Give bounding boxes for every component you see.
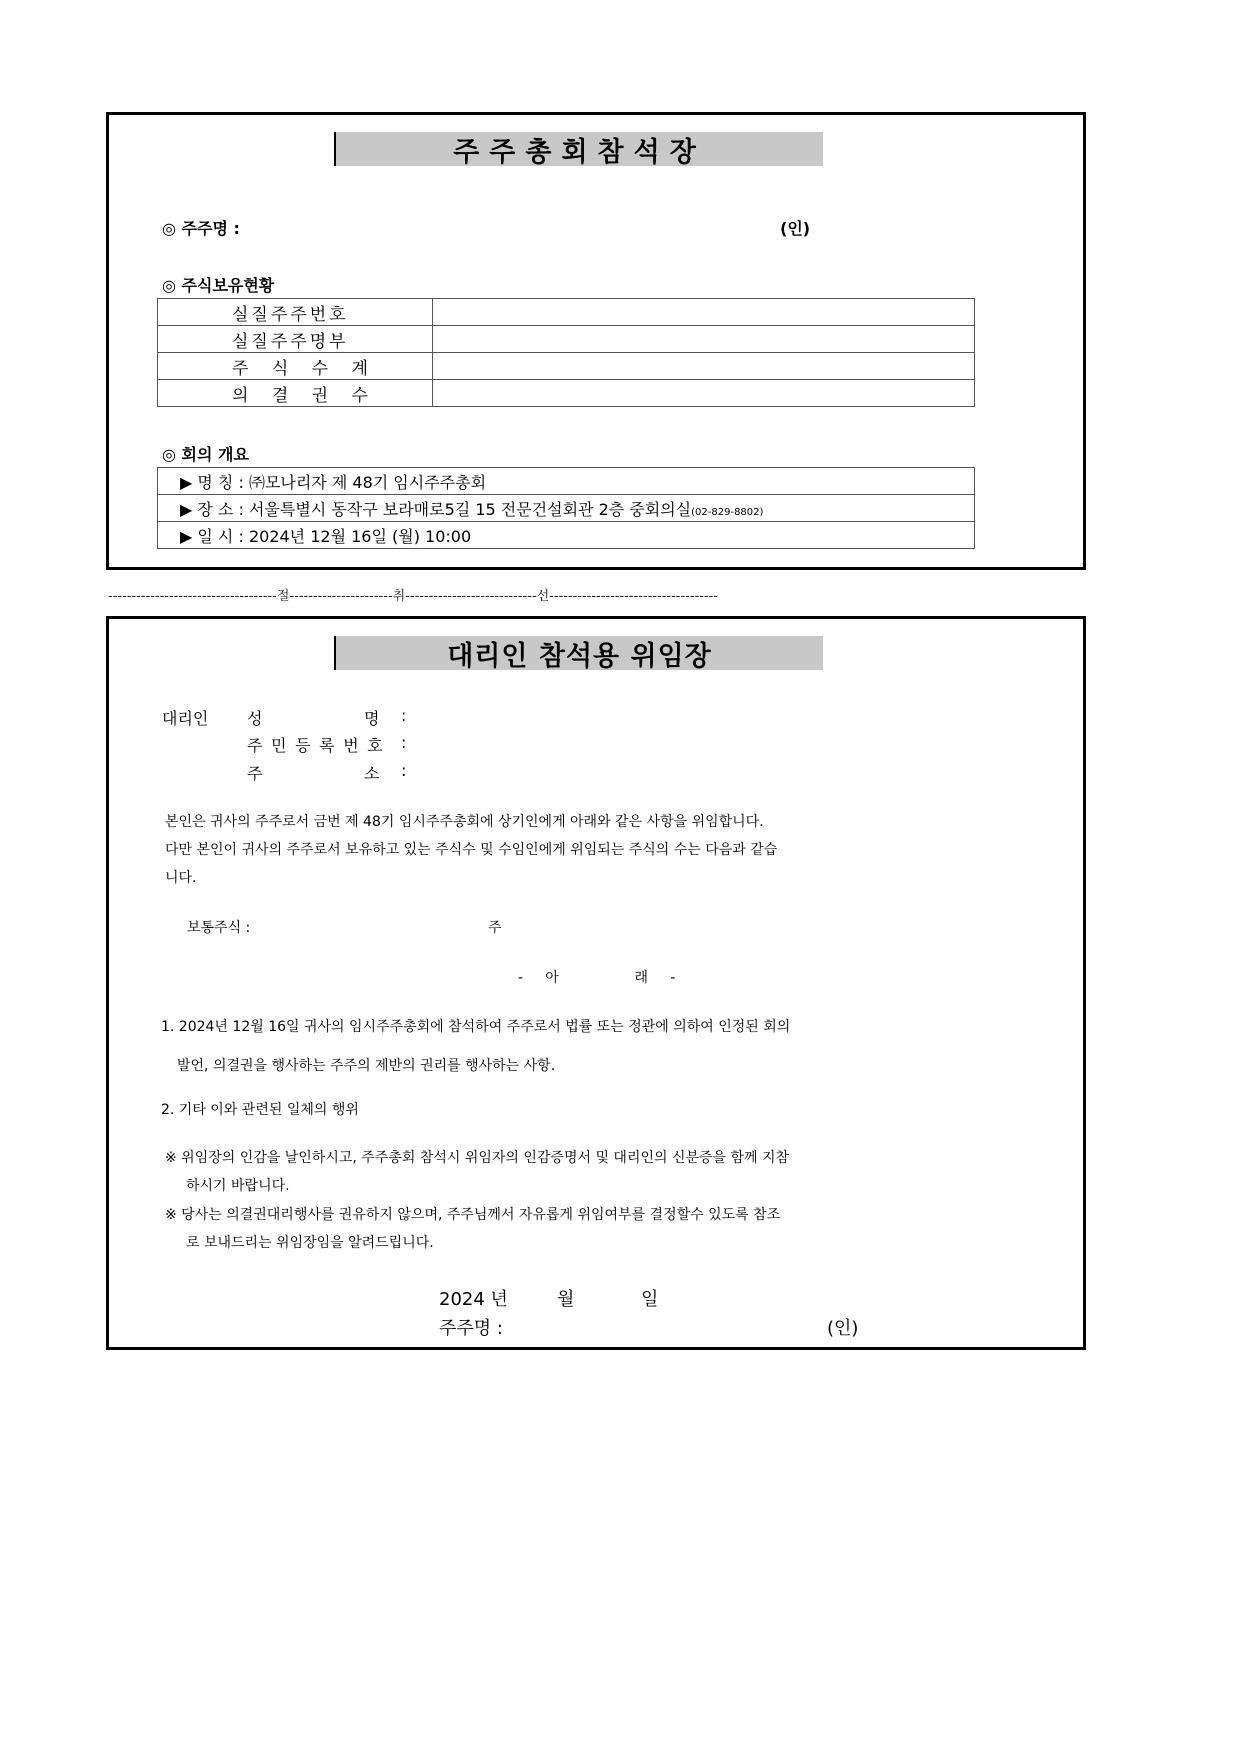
agent-name-label: 성 xyxy=(247,709,263,728)
cut-char: 절 xyxy=(276,589,290,604)
holdings-table xyxy=(157,298,975,407)
agent-address-colon: : xyxy=(401,761,407,780)
table-row xyxy=(158,495,975,522)
note-2-line-1: ※ 당사는 의결권대리행사를 권유하지 않으며, 주주님께서 자유롭게 위임여부를 결정할수 있도록 참조 xyxy=(165,1207,781,1223)
meeting-date: ▶ 일 시 : 2024년 12월 16일 (월) 10:00 xyxy=(180,526,472,546)
holdings-heading: ◎ 주식보유현황 xyxy=(162,276,275,295)
holdings-value xyxy=(433,326,975,353)
common-stock-label: 보통주식 : xyxy=(187,920,251,936)
item-1-line-2: 발언, 의결권을 행사하는 주주의 제반의 권리를 행사하는 사항. xyxy=(177,1058,556,1074)
cut-line xyxy=(108,585,888,604)
meeting-name: ▶ 명 칭 : ㈜모나리자 제 48기 임시주주총회 xyxy=(180,472,487,492)
note-2-line-2: 로 보내드리는 위임장임을 알려드립니다. xyxy=(186,1235,434,1251)
table-row xyxy=(158,353,975,380)
meeting-place: ▶ 장 소 : 서울특별시 동작구 보라매로5길 15 전문건설회관 2층 중회의실 xyxy=(180,499,692,519)
holdings-value xyxy=(433,299,975,326)
table-row xyxy=(158,380,975,407)
meeting-phone: (02-829-8802) xyxy=(691,506,764,518)
table-row xyxy=(158,326,975,353)
table-row xyxy=(158,522,975,549)
holdings-label: 실질주주명부 xyxy=(158,326,433,353)
sign-month: 월 xyxy=(557,1289,575,1310)
agent-address-label-2: 소 xyxy=(364,764,380,783)
cut-dashes: ------------------------------------ xyxy=(549,589,718,604)
cut-dashes: ------------------------------------ xyxy=(108,589,277,604)
agent-address-label: 주 xyxy=(247,764,263,783)
cut-char: 취 xyxy=(392,589,406,604)
body-line: 본인은 귀사의 주주로서 금번 제 48기 임시주주총회에 상기인에게 아래와 같은 사항을 위임합니다. xyxy=(165,814,764,830)
sign-day: 일 xyxy=(641,1289,659,1310)
below-heading: - 아 래 - xyxy=(518,970,676,986)
meeting-heading: ◎ 회의 개요 xyxy=(162,445,249,464)
attendance-title: 주주총회참석장 xyxy=(334,132,823,166)
share-unit: 주 xyxy=(488,920,502,936)
signer-label: 주주명 : xyxy=(439,1318,503,1339)
item-2: 2. 기타 이와 관련된 일체의 행위 xyxy=(161,1102,359,1118)
item-1-line-1: 1. 2024년 12월 16일 귀사의 임시주주총회에 참석하여 주주로서 법률 또는 정관에 의하여 인정된 회의 xyxy=(161,1019,791,1035)
attendance-card xyxy=(106,112,1086,570)
meeting-overview-table xyxy=(157,467,975,549)
agent-name-colon: : xyxy=(401,706,407,725)
shareholder-name-label: ◎ 주주명 : xyxy=(162,219,240,238)
holdings-label: 주 식 수 계 xyxy=(158,353,433,380)
proxy-form xyxy=(106,616,1086,1350)
table-row xyxy=(158,468,975,495)
holdings-value xyxy=(433,353,975,380)
body-line: 다만 본인이 귀사의 주주로서 보유하고 있는 주식수 및 수임인에게 위임되는 주식의 수는 다음과 같습 xyxy=(165,842,778,858)
shareholder-seal-mark: (인) xyxy=(780,219,811,238)
agent-label: 대리인 xyxy=(162,709,209,728)
body-line: 니다. xyxy=(165,870,197,886)
signer-seal-mark: (인) xyxy=(827,1318,859,1339)
meeting-name-row xyxy=(158,468,975,495)
meeting-place-row xyxy=(158,495,975,522)
agent-name-label-2: 명 xyxy=(364,709,380,728)
agent-id-label: 주민등록번호 xyxy=(247,736,392,755)
note-1-line-2: 하시기 바랍니다. xyxy=(186,1178,290,1194)
holdings-label: 의 결 권 수 xyxy=(158,380,433,407)
cut-char: 선 xyxy=(536,589,550,604)
holdings-value xyxy=(433,380,975,407)
cut-dashes: ---------------------------- xyxy=(405,589,537,604)
proxy-title: 대리인 참석용 위임장 xyxy=(334,636,823,670)
table-row xyxy=(158,299,975,326)
note-1-line-1: ※ 위임장의 인감을 날인하시고, 주주총회 참석시 위임자의 인감증명서 및 대리인의 신분증을 함께 지참 xyxy=(165,1150,790,1166)
cut-dashes: ---------------------- xyxy=(289,589,393,604)
holdings-label: 실질주주번호 xyxy=(158,299,433,326)
sign-year: 2024 년 xyxy=(439,1289,508,1310)
meeting-date-row xyxy=(158,522,975,549)
agent-id-colon: : xyxy=(401,733,407,752)
